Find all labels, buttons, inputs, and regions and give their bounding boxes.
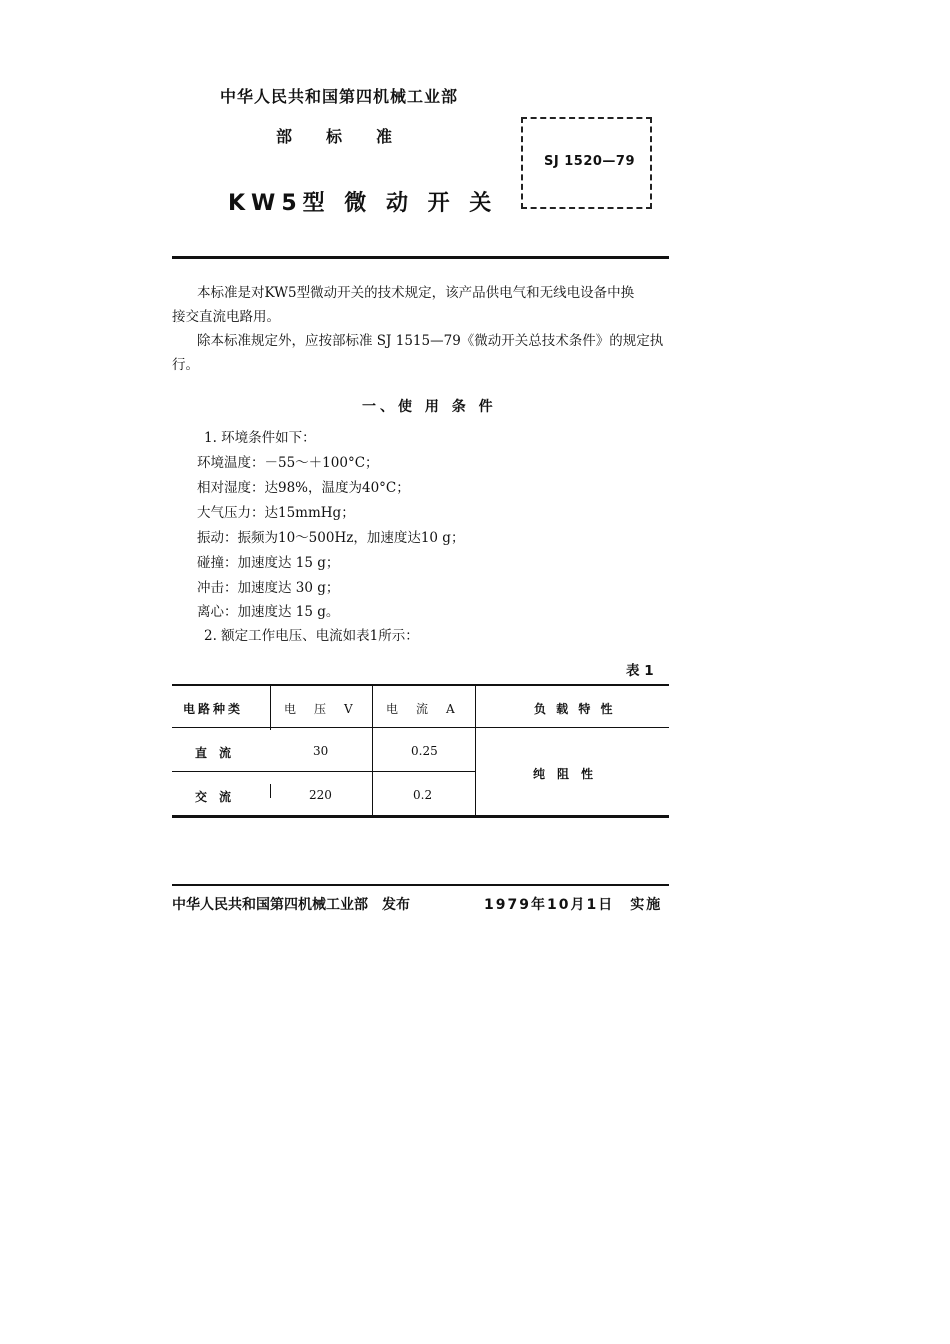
condition-item-2: 2. 额定工作电压、电流如表1所示： (204, 628, 419, 644)
table-column-line (270, 686, 271, 730)
table-column-line (372, 686, 373, 816)
table-cell-type: 直 流 (195, 746, 232, 760)
table-header-voltage: 电 压 V (284, 702, 356, 716)
table-cell-type: 交 流 (195, 790, 232, 804)
ministry-name: 中华人民共和国第四机械工业部 (220, 87, 459, 106)
condition-line: 碰撞：加速度达 15 g； (197, 555, 340, 571)
intro-paragraph-1 (172, 281, 672, 329)
table-header-load: 负 载 特 性 (534, 702, 616, 716)
std-type-char: 标 (326, 127, 343, 146)
table-cell-current: 0.2 (413, 788, 433, 802)
condition-line: 离心：加速度达 15 g。 (197, 604, 340, 620)
footer-divider (172, 884, 669, 886)
condition-line: 振动：振频为10～500Hz，加速度达10 g； (197, 530, 465, 546)
footer-publisher: 中华人民共和国第四机械工业部 发布 (172, 897, 410, 913)
document-title: KW5型 微 动 开 关 (228, 191, 498, 216)
std-type-char: 部 (276, 127, 293, 146)
table-bottom-rule (172, 815, 669, 818)
intro-paragraph-2 (172, 329, 672, 377)
table-header-circuit-type: 电路种类 (183, 702, 244, 716)
header-divider (172, 256, 669, 259)
condition-item-1: 1. 环境条件如下： (204, 430, 316, 446)
table-label: 表 1 (626, 663, 654, 679)
standard-type (276, 124, 426, 147)
table-header-current: 电 流 A (386, 702, 458, 716)
table-cell-voltage: 220 (309, 788, 332, 802)
table-column-line (270, 784, 271, 798)
std-type-char: 准 (376, 127, 393, 146)
section-title: 一、使 用 条 件 (362, 399, 497, 415)
table-column-line (475, 686, 476, 816)
intro-p1-line1: 本标准是对KW5型微动开关的技术规定，该产品供电气和无线电设备中换 (197, 285, 635, 301)
condition-line: 相对湿度：达98%，温度为40°C； (197, 480, 410, 496)
intro-p2-line2: 行。 (172, 357, 199, 373)
intro-p1-line2: 接交直流电路用。 (172, 309, 280, 325)
table-cell-voltage: 30 (313, 744, 329, 758)
intro-p2-line1: 除本标准规定外，应按部标准 SJ 1515—79《微动开关总技术条件》的规定执 (197, 333, 664, 349)
condition-line: 冲击：加速度达 30 g； (197, 580, 340, 596)
table-header-rule (172, 727, 669, 728)
standard-code: SJ 1520—79 (544, 154, 635, 169)
table-row-rule (172, 771, 475, 772)
footer-date: 1979年10月1日 实施 (484, 897, 663, 913)
table-cell-current: 0.25 (411, 744, 438, 758)
table-top-rule (172, 684, 669, 686)
condition-line: 大气压力：达15mmHg； (197, 505, 355, 521)
table-cell-load: 纯 阻 性 (533, 767, 594, 781)
condition-line: 环境温度：－55～＋100°C； (197, 455, 379, 471)
